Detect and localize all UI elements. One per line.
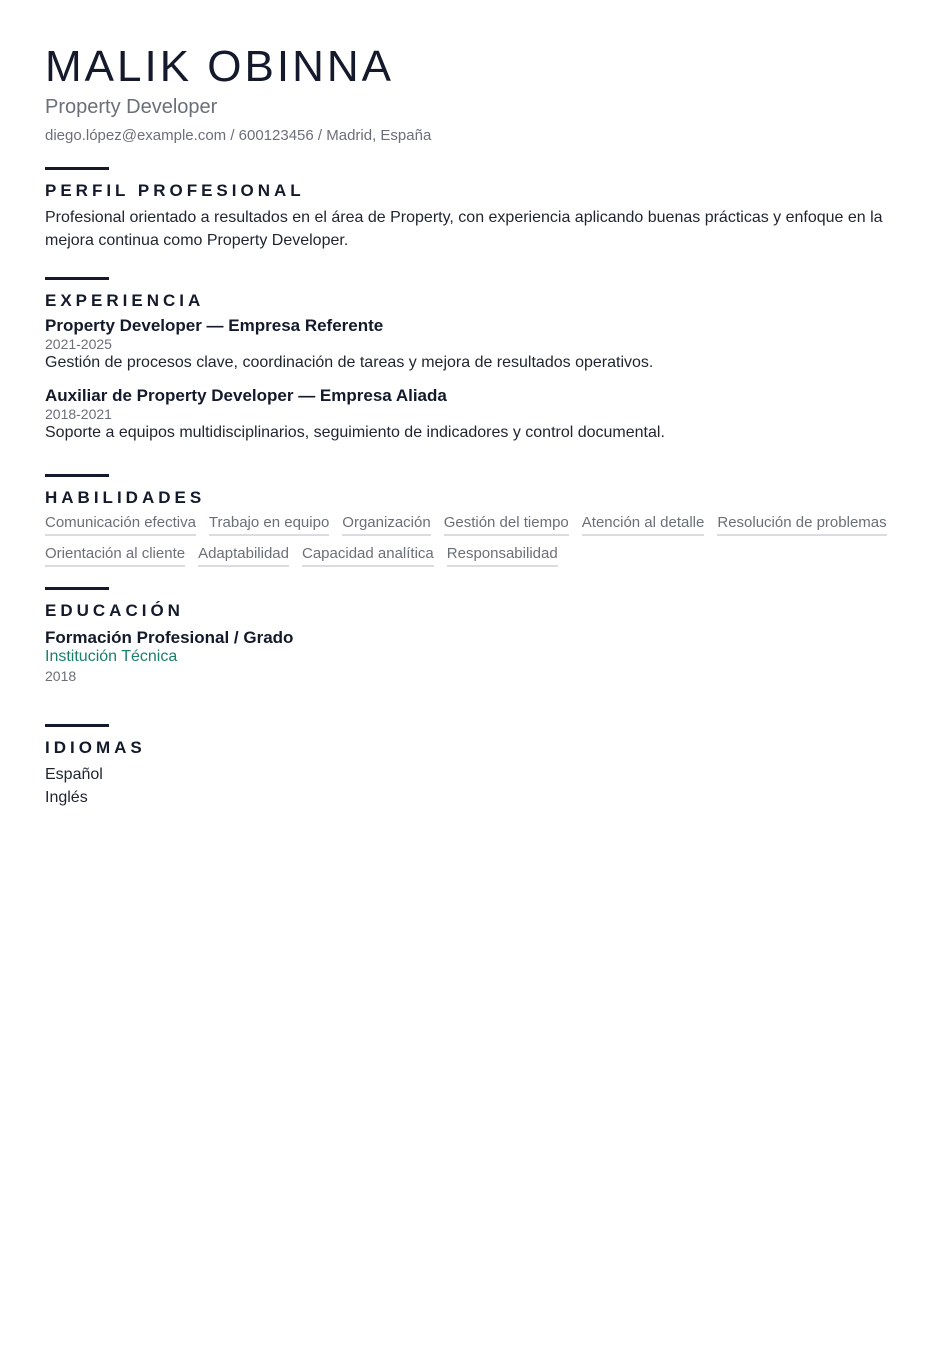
section-divider: [45, 724, 109, 727]
education-year: 2018: [45, 668, 77, 684]
contact-line: diego.lópez@example.com / 600123456 / Madrid, España: [45, 127, 432, 144]
skill-tag: Gestión del tiempo: [444, 513, 569, 536]
profile-title: PERFIL PROFESIONAL: [45, 181, 305, 200]
languages-section: [45, 724, 907, 809]
job-description: Gestión de procesos clave, coordinación de tareas y mejora de resultados operativos.: [45, 354, 654, 371]
skills-list: [45, 513, 915, 567]
skill-tag: Resolución de problemas: [717, 513, 886, 536]
education-section: [45, 587, 907, 684]
skill-tag: Comunicación efectiva: [45, 513, 196, 536]
skills-section: [45, 474, 907, 567]
section-divider: [45, 587, 109, 590]
candidate-role: Property Developer: [45, 96, 218, 118]
skill-tag: Responsabilidad: [447, 544, 558, 567]
skill-tag: Adaptabilidad: [198, 544, 289, 567]
job-title: Property Developer — Empresa Referente: [45, 316, 384, 335]
job-dates: 2018-2021: [45, 406, 112, 422]
job-title: Auxiliar de Property Developer — Empresa Aliada: [45, 386, 447, 405]
profile-text: Profesional orientado a resultados en el área de Property, con experiencia aplicando buenas prácticas y enfoque en la mejora continua como Property Developer.: [45, 209, 883, 249]
section-divider: [45, 474, 109, 477]
languages-title: IDIOMAS: [45, 738, 146, 757]
skill-tag: Capacidad analítica: [302, 544, 434, 567]
resume-header: [45, 40, 907, 145]
profile-section: [45, 167, 907, 252]
experience-section: [45, 277, 907, 444]
section-divider: [45, 167, 109, 170]
section-divider: [45, 277, 109, 280]
skill-tag: Atención al detalle: [582, 513, 705, 536]
language-item: Español: [45, 766, 103, 783]
experience-item: [45, 386, 907, 444]
skill-tag: Trabajo en equipo: [209, 513, 329, 536]
education-degree: Formación Profesional / Grado: [45, 628, 294, 647]
job-description: Soporte a equipos multidisciplinarios, seguimiento de indicadores y control documental.: [45, 424, 665, 441]
job-dates: 2021-2025: [45, 336, 112, 352]
education-institution: Institución Técnica: [45, 648, 178, 665]
skill-tag: Organización: [342, 513, 430, 536]
experience-title: EXPERIENCIA: [45, 291, 205, 310]
candidate-name: MALIK OBINNA: [45, 42, 394, 91]
skills-title: HABILIDADES: [45, 488, 206, 507]
education-title: EDUCACIÓN: [45, 601, 184, 620]
language-item: Inglés: [45, 789, 88, 806]
experience-item: [45, 316, 907, 374]
skill-tag: Orientación al cliente: [45, 544, 185, 567]
